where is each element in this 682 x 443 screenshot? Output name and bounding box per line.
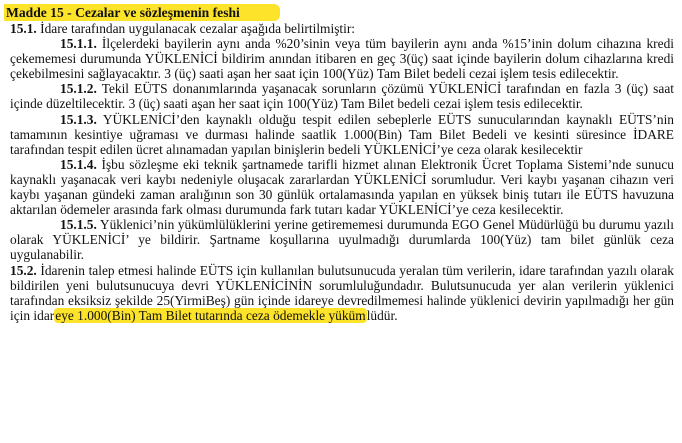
clause-text: İlçelerdeki bayilerin aynı anda %20’sinin veya tüm bayilerin aynı anda %15’inin dolum cihazına kredi çekememesi durumunda YÜKLENİCİ bildirim anından itibaren en geç 3(üç) saat içinde bayilerin dolum cihazlarına kredi çekebilmesini sağlayacaktır. 3 (üç) saati aşan her saat için 100(Yüz) Tam Bilet bedeli cezai işlem tesis edilecektir.: [10, 36, 674, 82]
clause-number: 15.1.1.: [60, 36, 97, 52]
clause-text: Tekil EÜTS donanımlarında yaşanacak sorunların çözümü YÜKLENİCİ tarafından en fazla 3 (üç) saat içinde düzeltilecektir. 3 (üç) saati aşan her saat için 100(Yüz) Tam Bilet bedeli cezai işlem tesis edilecektir.: [10, 81, 674, 112]
clause-text-end: lüdür.: [366, 307, 398, 323]
clause-number: 15.1.3.: [60, 111, 97, 127]
section-heading: Madde 15 - Cezalar ve sözleşmenin feshi: [4, 4, 280, 21]
clause-text: İdarenin talep etmesi halinde EÜTS için kullanılan bulutsunucuda yeralan tüm verilerin, idare tarafından yazılı olarak bildirilen yeni bulutsunucuya devri YÜKLENİCİNİN sorumluluğundadır. Bulutsunucuda yer alan verilerin yüklenici tarafından eksiksiz şekilde 25(YirmiBeş) gün içinde idareye devredilmemesi halinde yüklenici devirin yapılmadığı her gün için idar: [10, 262, 674, 323]
clause-text: YÜKLENİCİ’den kaynaklı olduğu tespit edilen sebeplerle EÜTS sunucularından kaynaklı EÜTS’nin tamamının kesintiye uğraması ve durması halinde saatlik 1.000(Bin) Tam Bilet Bedeli ve kesinti süresince İDARE tarafından tespit edilen ücret alınamadan yapılan binişlerin bedeli YÜKLENİCİ’ye ceza olarak kesilecektir: [10, 111, 674, 157]
clause-number: 15.2.: [10, 262, 37, 278]
highlighted-text: eye 1.000(Bin) Tam Bilet tutarında ceza ödemekle yüküm: [55, 307, 366, 323]
clause-text: Yüklenici’nin yükümlülüklerini yerine getirememesi durumunda EGO Genel Müdürlüğü bu durumu yazılı olarak YÜKLENİCİ’ ye bildirir. Şartname koşullarına uyulmadığı durumlarda 100(Yüz) tam bilet günlük ceza uygulanabilir.: [10, 217, 674, 263]
clause-text: İdare tarafından uygulanacak cezalar aşağıda belirtilmiştir:: [36, 21, 356, 36]
paragraph-15-1-1: [10, 36, 674, 81]
paragraph-15-1-5: [10, 217, 674, 262]
clause-number: 15.1.5.: [60, 217, 97, 233]
paragraph-15-1-3: [10, 112, 674, 157]
clause-number: 15.1.2.: [60, 81, 97, 97]
clause-number: 15.1.: [10, 21, 37, 36]
paragraph-15-1-2: [10, 81, 674, 111]
clause-number: 15.1.4.: [60, 156, 97, 172]
paragraph-15-2: [10, 263, 674, 323]
paragraph-15-1: [10, 21, 674, 36]
clause-text: İşbu sözleşme eki teknik şartnamede tarifli hizmet alınan Elektronik Ücret Toplama Sistemi’nde sunucu kaynaklı yaşanacak veri kaybı nedeniyle oluşacak zararlardan YÜKLENİCİ sorumludur. Veri kaybı yaşanan cihazın veri kaybı yaşanan gündeki zaman aralığının son 30 günlük ortalamasında yapılan en yüksek biniş tutarı ile EÜTS havuzuna aktarılan ödemeler arasında fark olması durumunda fark tutarı kadar YÜKLENİCİ’ye ceza kesilecektir.: [10, 156, 674, 218]
paragraph-15-1-4: [10, 157, 674, 217]
